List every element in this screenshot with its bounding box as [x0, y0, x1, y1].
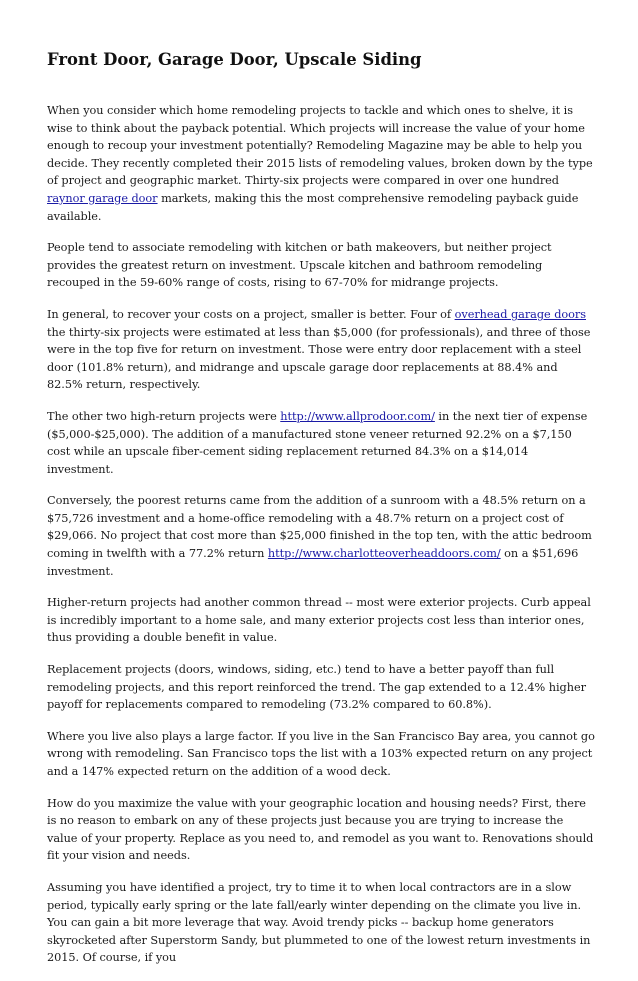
- paragraph-2: People tend to associate remodeling with kitchen or bath makeovers, but neither project provides the greatest return on investment. Upscale kitchen and bathroom remodeling recouped in the 59-60% range of costs, rising to 67-70% for midrange projects.: [47, 241, 552, 290]
- paragraph-text: The other two high-return projects were: [47, 409, 281, 423]
- paragraph-7: Replacement projects (doors, windows, siding, etc.) tend to have a better payoff than full remodeling projects, and this report reinforced the trend. The gap extended to a 12.4% higher payoff for replacements compared to remodeling (73.2% compared to 60.8%).: [47, 663, 586, 712]
- paragraph-text: Conversely, the poorest returns came from the addition of a sunroom with a 48.5% return on a $75,726 investment and a home-office remodeling with a 48.7% return on a project cost of $29,066. No project that cost more than $25,000 finished in the top ten, with the attic bedroom coming in twelfth with a 77.2% return: [47, 494, 592, 561]
- allprodoor-link[interactable]: http://www.allprodoor.com/: [280, 409, 435, 423]
- charlotte-overhead-doors-link[interactable]: http://www.charlotteoverheaddoors.com/: [267, 547, 501, 561]
- paragraph-text: on a $51,696 investment.: [47, 547, 579, 578]
- paragraph-6: Higher-return projects had another common thread -- most were exterior projects. Curb appeal is incredibly important to a home sale, and many exterior projects cost less than interior ones, thus providing a double benefit in value.: [47, 596, 591, 645]
- paragraph-9: How do you maximize the value with your geographic location and housing needs? First, there is no reason to embark on any of these projects just because you are trying to increase the value of your property. Replace as you need to, and remodel as you want to. Renovations should fit your vision and needs.: [47, 796, 594, 863]
- paragraph-5: [47, 492, 595, 580]
- raynor-garage-door-link[interactable]: raynor garage door: [47, 191, 158, 205]
- paragraph-text: When you consider which home remodeling projects to tackle and which ones to shelve, it is wise to think about the payback potential. Which projects will increase the value of your home enough to recoup your investment potentially? Remodeling Magazine may be able to help you decide. They recently completed their 2015 lists of remodeling values, broken down by the type of project and geographic market. Thirty-six projects were compared in over one hundred: [47, 104, 593, 188]
- paragraph-1: [47, 102, 595, 225]
- paragraph-10: Assuming you have identified a project, try to time it to when local contractors are in a slow period, typically early spring or the late fall/early winter depending on the climate you live in. You can gain a bit more leverage that way. Avoid trendy picks -- backup home generators skyrocketed after Superstorm Sandy, but plummeted to one of the lowest return investments in 2015. Of course, if you: [47, 880, 591, 965]
- paragraph-text: In general, to recover your costs on a project, smaller is better. Four of: [47, 307, 455, 321]
- paragraph-8: Where you live also plays a large factor. If you live in the San Francisco Bay area, you cannot go wrong with remodeling. San Francisco tops the list with a 103% expected return on any project and a 147% expected return on the addition of a wood deck.: [47, 729, 595, 778]
- overhead-garage-doors-link[interactable]: overhead garage doors: [454, 307, 586, 321]
- document-page: [47, 48, 595, 981]
- paragraph-3: [47, 306, 595, 394]
- paragraph-text: markets, making this the most comprehensive remodeling payback guide available.: [47, 191, 579, 223]
- paragraph-4: [47, 408, 595, 478]
- paragraph-text: in the next tier of expense ($5,000-$25,000). The addition of a manufactured stone veneer returned 92.2% on a $7,150 cost while an upscale fiber-cement siding replacement returned 84.3% on a $14,014 investment.: [47, 409, 588, 476]
- page-title: Front Door, Garage Door, Upscale Siding: [47, 50, 422, 69]
- paragraph-text: the thirty-six projects were estimated at less than $5,000 (for professionals), and three of those were in the top five for return on investment. Those were entry door replacement with a steel door (101.8% return), and midrange and upscale garage door replacements at 88.4% and 82.5% return, respectively.: [47, 325, 591, 392]
